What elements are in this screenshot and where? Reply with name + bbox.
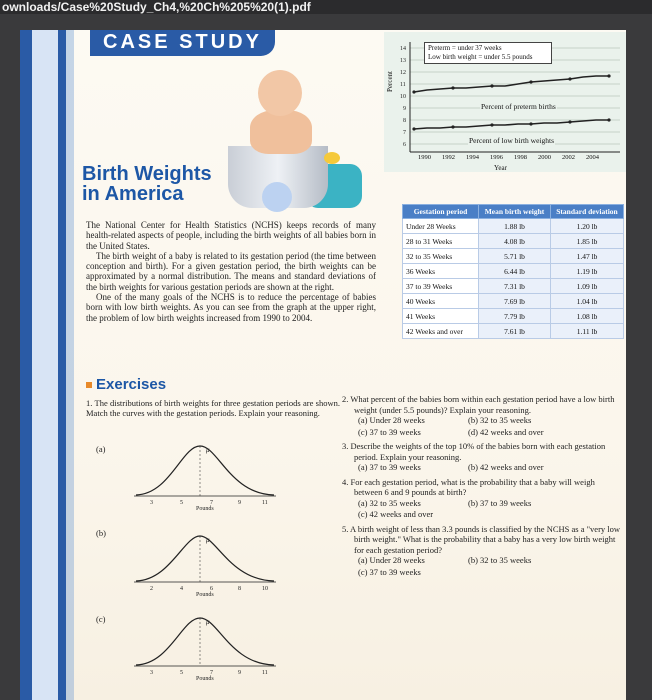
url-bar[interactable]: ownloads/Case%20Study_Ch4,%20Ch%205%20(1).pdf bbox=[0, 0, 652, 14]
svg-text:4: 4 bbox=[180, 586, 183, 592]
exercise-5: 5. A birth weight of less than 3.3 pounds is classified by the NCHS as a "very low birth weight." What is the probability that a baby has a very low birth weight for each gestation period? bbox=[342, 523, 621, 555]
normal-curve-b bbox=[130, 524, 280, 594]
svg-text:9: 9 bbox=[403, 106, 406, 112]
document-page bbox=[20, 30, 626, 700]
svg-text:μ: μ bbox=[206, 618, 210, 626]
pounds-label-a: Pounds bbox=[196, 506, 214, 512]
table-row: 28 to 31 Weeks 4.08 lb 1.85 lb bbox=[403, 234, 624, 249]
table-row: Under 28 Weeks 1.88 lb 1.20 lb bbox=[403, 219, 624, 234]
pdf-viewer bbox=[0, 14, 652, 700]
birth-trend-graph: 14 13 12 11 10 9 8 7 6 Preterm = under 37 weeks Low birth weight = under 5.5 pounds Percent of preterm births Percent of low birth weights Percent 1990 1992 1994 1996 1998 2000 2002 2004 Year bbox=[384, 32, 626, 172]
svg-text:7: 7 bbox=[210, 670, 213, 676]
table-row: 32 to 35 Weeks 5.71 lb 1.47 lb bbox=[403, 249, 624, 264]
svg-text:3: 3 bbox=[150, 670, 153, 676]
x-axis-label: Year bbox=[494, 164, 507, 172]
svg-text:7: 7 bbox=[210, 500, 213, 506]
svg-text:10: 10 bbox=[400, 94, 406, 100]
svg-text:2: 2 bbox=[150, 586, 153, 592]
exercises-heading: Exercises bbox=[86, 376, 166, 393]
svg-text:μ: μ bbox=[206, 446, 210, 454]
table-row: 40 Weeks 7.69 lb 1.04 lb bbox=[403, 294, 624, 309]
exercises-column-2: 2. What percent of the babies born within each gestation period have a low birth weight (under 5.5 pounds)? Explain your reasoning. (a) Under 28 weeks (b) 32 to 35 weeks (c) 37 to 39 weeks (d) 42 weeks and over 3. Describe the weights of the top 10% of the babies born with each gestation period. Explain your reasoning. (a) 37 to 39 weeks (b) 42 weeks and over 4. For each gestation period, what is the probability that a baby will weigh between 6 and 9 pounds at birth? (a) 32 to 35 weeks (b) 37 to 39 weeks (c) 42 weeks and over 5. A birth weight of less than 3.3 pounds is classified by the NCHS as a "very low birth weight." What is the probability that a baby has a very low birth weight for each gestation period? (a) Under 28 weeks (b) 32 to 35 weeks (c) 37 to 39 weeks bbox=[342, 394, 624, 581]
table-row: 36 Weeks 6.44 lb 1.19 lb bbox=[403, 264, 624, 279]
birth-weight-table bbox=[402, 204, 624, 339]
pounds-label-c: Pounds bbox=[196, 676, 214, 682]
curve-label-c: (c) bbox=[96, 614, 106, 624]
preterm-series-label: Percent of preterm births bbox=[481, 102, 556, 111]
table-row: 41 Weeks 7.79 lb 1.08 lb bbox=[403, 309, 624, 324]
table-header: Gestation period bbox=[403, 205, 479, 219]
curve-label-a: (a) bbox=[96, 444, 106, 454]
curve-label-b: (b) bbox=[96, 528, 106, 538]
exercise-3: 3. Describe the weights of the top 10% of the babies born with each gestation period. Explain your reasoning. bbox=[342, 441, 606, 462]
baby-photo bbox=[220, 64, 365, 229]
svg-text:14: 14 bbox=[400, 46, 406, 52]
svg-text:9: 9 bbox=[238, 500, 241, 506]
pounds-label-b: Pounds bbox=[196, 592, 214, 598]
table-header: Standard deviation bbox=[551, 205, 624, 219]
table-row: 42 Weeks and over 7.61 lb 1.11 lb bbox=[403, 324, 624, 339]
y-axis-label: Percent bbox=[386, 71, 394, 92]
svg-text:11: 11 bbox=[400, 82, 406, 88]
exercise-1: 1. The distributions of birth weights for three gestation periods are shown. Match the curves with the gestation periods. Explain your reasoning. bbox=[86, 398, 340, 418]
page-title: Birth Weights in America bbox=[82, 163, 212, 205]
graph-legend: Preterm = under 37 weeks Low birth weight = under 5.5 pounds bbox=[424, 42, 552, 64]
svg-text:11: 11 bbox=[262, 670, 268, 676]
svg-text:μ: μ bbox=[206, 536, 210, 544]
svg-text:11: 11 bbox=[262, 500, 268, 506]
page-sidebar-stripe bbox=[20, 30, 66, 700]
svg-text:8: 8 bbox=[238, 586, 241, 592]
exercise-4: 4. For each gestation period, what is the probability that a baby will weigh between 6 and 9 pounds at birth? bbox=[342, 476, 595, 497]
svg-text:9: 9 bbox=[238, 670, 241, 676]
exercise-2: 2. What percent of the babies born within each gestation period have a low birth weight (under 5.5 pounds)? Explain your reasoning. bbox=[342, 394, 615, 415]
svg-text:5: 5 bbox=[180, 670, 183, 676]
svg-text:7: 7 bbox=[403, 130, 406, 136]
svg-text:3: 3 bbox=[150, 500, 153, 506]
svg-text:8: 8 bbox=[403, 118, 406, 124]
intro-text: The National Center for Health Statistics (NCHS) keeps records of many health-related aspects of people, including the birth weights of all babies born in the United States. The birth weight of a baby is related to its gestation period (the time between conception and birth). For a given gestation period, the birth weights can be approximated by a normal distribution. The means and standard deviations of the birth weights for various gestation periods are shown at the right. One of the many goals of the NCHS is to reduce the percentage of babies born with low birth weights. As you can see from the graph at the upper right, the problem of low birth weights increased from 1990 to 2004. bbox=[86, 220, 376, 323]
svg-text:10: 10 bbox=[262, 586, 268, 592]
normal-curve-c bbox=[130, 608, 280, 678]
svg-text:6: 6 bbox=[403, 142, 406, 148]
svg-text:6: 6 bbox=[210, 586, 213, 592]
case-study-banner: CASE STUDY bbox=[90, 30, 275, 56]
low-weight-series-label: Percent of low birth weights bbox=[469, 136, 554, 145]
table-row: 37 to 39 Weeks 7.31 lb 1.09 lb bbox=[403, 279, 624, 294]
svg-text:5: 5 bbox=[180, 500, 183, 506]
normal-curve-a bbox=[130, 438, 280, 508]
svg-text:12: 12 bbox=[400, 70, 406, 76]
table-header: Mean birth weight bbox=[479, 205, 551, 219]
svg-text:13: 13 bbox=[400, 58, 406, 64]
